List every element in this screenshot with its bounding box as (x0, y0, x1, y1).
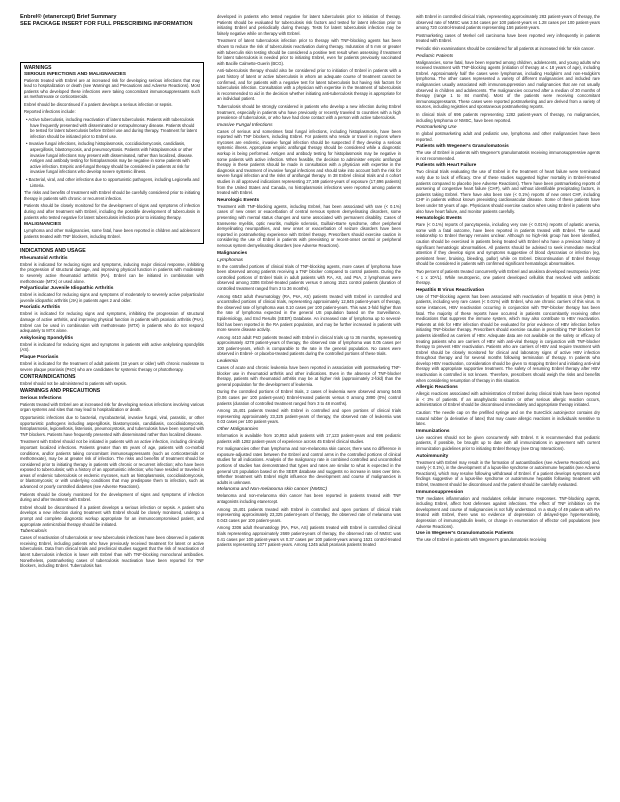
package-insert-note: SEE PACKAGE INSERT FOR FULL PRESCRIBING INFORMATION (20, 21, 193, 27)
subsection-heading: Autoimmunity (416, 453, 449, 459)
subsection-heading: Psoriatic Arthritis (20, 305, 61, 311)
paragraph: Caution: The needle cap on the prefilled syringe and on the SureClick autoinjector contains dry natural rubber (a derivative of latex) that may cause allergic reactions in individuals sensitive to latex. (416, 410, 600, 427)
subsection-heading: Ankylosing Spondylitis (20, 335, 74, 341)
paragraph: In the controlled portions of clinical trials of TNF-blocking agents, more cases of lymphoma have been observed among patients receiving a TNF blocker compared to control patients. During the controlled portions of Enbrel trials in adult patients with RA, AS, and PsA, 2 lymphomas were observed among 3306 Enbrel-treated patients versus 0 among 1521 control patients (duration of controlled treatment ranged from 3 to 36 months). (217, 263, 401, 291)
subsection-heading: Postmarketing Use (416, 125, 457, 131)
subsection-heading: Use in Wegener's Granulomatosis Patients (416, 531, 514, 537)
subsection-heading: Patients with Wegener's Granulomatosis (416, 144, 509, 150)
subsection-heading: Malignancies (217, 250, 248, 256)
paragraph: Enbrel should be discontinued if a patient develops a serious infection or sepsis. (24, 101, 173, 107)
paragraph: The use of Enbrel in patients with Wegener's granulomatosis receiving (416, 537, 547, 543)
paragraph: Rare (< 0.1%) reports of pancytopenia, including very rare (< 0.01%) reports of aplastic anemia, some with a fatal outcome, have been reported in patients treated with Enbrel. The causal relationship to Enbrel therapy remains unclear. Although no high-risk group has been identified, caution should be exercised in patients being treated with Enbrel who have a previous history of significant hematologic abnormalities. All patients should be advised to seek immediate medical attention if they develop signs and symptoms suggestive of blood dyscrasias or infection (eg, persistent fever, bruising, bleeding, pallor) while on Enbrel. Discontinuation of Enbrel therapy should be considered in patients with confirmed significant hematologic abnormalities. (416, 222, 600, 267)
paragraph: Lymphoma and other malignancies, some fatal, have been reported in children and adolescent patients treated with TNF blockers, including Enbrel. (24, 228, 200, 239)
subsection-heading: Immunosuppression (416, 489, 464, 495)
paragraph: Among 15,401 patients treated with Enbrel in controlled and open portions of clinical trials representing approximately 23,325 patient-years of therapy, the observed rate of melanoma was 0.043 cases per 100 patient-years. (217, 506, 401, 523)
paragraph: TNF mediates inflammation and modulates cellular immune responses. TNF-blocking agents, including Enbrel, affect host defenses against infections. The effect of TNF inhibition on the development and course of malignancies is not fully understood. In a study of 49 patients with RA treated with Enbrel, there was no evidence of depression of delayed-type hypersensitivity, depression of immunoglobulin levels, or change in enumeration of effector cell populations (see Adverse Reactions). (416, 495, 600, 529)
paragraph: Cases of acute and chronic leukemia have been reported in association with postmarketing TNF-blocker use in rheumatoid arthritis and other indications. Even in the absence of TNF-blocker therapy, patients with rheumatoid arthritis may be at higher risk (approximately 2-fold) than the general population for the development of leukemia. (217, 365, 401, 387)
paragraph: Treatment of latent tuberculosis infection prior to therapy with TNF-blocking agents has been shown to reduce the risk of tuberculosis reactivation during therapy. Induration of 5 mm or greater with tuberculin skin testing should be considered a positive test result when assessing if treatment for latent tuberculosis is needed prior to initiating Enbrel, even for patients previously vaccinated with Bacille Calmette-Guerin (BCG). (217, 38, 401, 66)
paragraph: Two percent of patients treated concurrently with Enbrel and anakinra developed neutropenia (ANC < 1 x 10⁹/L). While neutropenic, one patient developed cellulitis that resolved with antibiotic therapy. (416, 268, 600, 286)
boxed-warning-subtitle: SERIOUS INFECTIONS AND MALIGNANCIES (24, 71, 126, 77)
paragraph: Live vaccines should not be given concurrently with Enbrel. It is recommended that pediatric patients, if possible, be brought up to date with all immunizations in agreement with current immunization guidelines prior to initiating Enbrel therapy (see Drug Interactions). (416, 434, 600, 451)
paragraph: For malignancies other than lymphoma and non-melanoma skin cancer, there was no difference in exposure-adjusted rates between the Enbrel and control arms in the controlled portions of clinical studies for all indications. Analysis of the malignancy rate in combined controlled and uncontrolled portions of studies has demonstrated that types and rates are similar to what is expected in the general US population based on the SEER database and suggests no increase in rates over time. Whether treatment with Enbrel might influence the development and course of malignancies in adults is unknown. (217, 446, 401, 485)
paragraph: developed in patients who tested negative for latent tuberculosis prior to initiation of therapy. Patients should be evaluated for tuberculosis risk factors and tested for latent infection prior to initiating Enbrel and periodically during therapy. Tests for latent tuberculosis infection may be falsely negative while on therapy with Enbrel. (217, 14, 401, 36)
column-2 (217, 14, 401, 784)
subsection-heading: Hematologic Events (416, 216, 462, 222)
subsection-heading: Allergic Reactions (416, 385, 458, 391)
paragraph: Among 4410 adult PsO patients treated with Enbrel in clinical trials up to 36 months, representing approximately 4278 patient-years of therapy, the observed rate of lymphoma was 0.05 cases per 100 patient-years, which is comparable to the rate in the general population. No cases were observed in Enbrel- or placebo-treated patients during the controlled portions of these trials. (217, 334, 401, 357)
paragraph: Allergic reactions associated with administration of Enbrel during clinical trials have been reported in < 2% of patients. If an anaphylactic reaction or other serious allergic reaction occurs, administration of Enbrel should be discontinued immediately and appropriate therapy initiated. (416, 391, 600, 408)
subsection-heading: Melanoma and Non-melanoma skin cancer (NMSC) (217, 487, 328, 493)
bullet-item: • Invasive fungal infections, including histoplasmosis, coccidioidomycosis, candidiasis, aspergillosis, blastomycosis, and pneumocystosis. Patients with histoplasmosis or other invasive fungal infections may present with disseminated, rather than localized, disease. Antigen and antibody testing for histoplasmosis may be negative in some patients with active infection. Empiric anti-fungal therapy should be considered in patients at risk for invasive fungal infections who develop severe systemic illness. (26, 141, 194, 175)
document-page (20, 14, 600, 784)
paragraph: Enbrel is indicated for reducing signs and symptoms of moderately to severely active polyarticular juvenile idiopathic arthritis (JIA) in patients ages 2 and older. (20, 292, 204, 303)
subsection-heading: Patients with Heart Failure (416, 163, 477, 169)
paragraph: Enbrel should be discontinued if a patient develops a serious infection or sepsis. A patient who develops a new infection during treatment with Enbrel should be closely monitored, undergo a prompt and complete diagnostic workup appropriate for an immunocompromised patient, and appropriate antimicrobial therapy should be initiated. (20, 504, 204, 527)
subsection-heading: Invasive Fungal Infections (217, 122, 273, 128)
paragraph: During the controlled portions of Enbrel trials, 2 cases of leukemia were observed among 5445 (0.06 cases per 100 patient-years) Enbrel-treated patients versus 0 among 2890 (0%) control patients (duration of controlled treatment ranged from 3 to 48 months). (217, 389, 401, 406)
paragraph: Patients should be closely monitored for the development of signs and symptoms of infection during and after treatment with Enbrel. (20, 491, 204, 503)
paragraph: Enbrel is indicated for reducing signs and symptoms, inducing major clinical response, inhibiting the progression of structural damage, and improving physical function in patients with moderately to severely active rheumatoid arthritis (RA). Enbrel can be initiated in combination with methotrexate (MTX) or used alone. (20, 261, 204, 284)
subsection-heading: Hepatitis B Virus Reactivation (416, 287, 485, 293)
paragraph: The use of Enbrel in patients with Wegener's granulomatosis receiving immunosuppressive agents is not recommended. (416, 150, 600, 161)
paragraph: Enbrel is indicated for the treatment of adult patients (18 years or older) with chronic moderate to severe plaque psoriasis (PsO) who are candidates for systemic therapy or phototherapy. (20, 360, 204, 372)
section-heading: WARNINGS AND PRECAUTIONS (20, 388, 101, 395)
section-heading: CONTRAINDICATIONS (20, 374, 76, 381)
boxed-warning-title: WARNINGS (24, 65, 52, 71)
paragraph: Cases of reactivation of tuberculosis or new tuberculosis infections have been observed in patients receiving Enbrel, including patients who have previously received treatment for latent or active tuberculosis. Data from clinical trials and preclinical studies suggest that the risk of reactivation of latent tuberculosis infection is lower with Enbrel than with TNF-blocking monoclonal antibodies. Nonetheless, postmarketing cases of tuberculosis reactivation have been reported for TNF blockers, including Enbrel. Tuberculosis has (20, 535, 204, 569)
subsection-heading: Leukemia (217, 359, 238, 365)
subsection-heading: Plaque Psoriasis (20, 354, 59, 360)
bullet-item: • Bacterial, viral, and other infections due to opportunistic pathogens, including Legionella and Listeria. (26, 177, 200, 188)
boxed-warning (20, 62, 204, 244)
brief-summary-title: Enbrel® (etanercept) Brief Summary (20, 14, 117, 20)
paragraph: Periodic skin examinations should be considered for all patients at increased risk for skin cancer. (416, 45, 595, 51)
paragraph: Anti-tuberculosis therapy should also be considered prior to initiation of Enbrel in patients with a past history of latent or active tuberculosis in whom an adequate course of treatment cannot be confirmed, and for patients with a negative test for latent tuberculosis but having risk factors for tuberculosis infection. Consultation with a physician with expertise in the treatment of tuberculosis is recommended to aid in the decision whether initiating anti-tuberculosis therapy is appropriate for an individual patient. (217, 68, 401, 102)
paragraph: Patients treated with Enbrel are at increased risk for developing serious infections involving various organ systems and sites that may lead to hospitalization or death. (20, 401, 204, 413)
paragraph: Use of TNF-blocking agents has been associated with reactivation of hepatitis B virus (HBV) in patients, including very rare cases (< 0.01%) with Enbrel, who are chronic carriers of this virus. In some instances, HBV reactivation occurring in conjunction with TNF-blocker therapy has been fatal. The majority of these reports have occurred in patients concomitantly receiving other medications that suppress the immune system, which may also contribute to HBV reactivation. Patients at risk for HBV infection should be evaluated for prior evidence of HBV infection before initiating TNF-blocker therapy. Prescribers should exercise caution in prescribing TNF blockers for patients identified as carriers of HBV. Adequate data are not available on the safety or efficacy of treating patients who are carriers of HBV with anti-viral therapy in conjunction with TNF-blocker therapy to prevent HBV reactivation. Patients who are carriers of HBV and require treatment with Enbrel should be closely monitored for clinical and laboratory signs of active HBV infection throughout therapy and for several months following termination of therapy. In patients who develop HBV reactivation, consideration should be given to stopping Enbrel and initiating anti-viral therapy with appropriate supportive treatment. The safety of resuming Enbrel therapy after HBV reactivation is controlled is not known. Therefore, prescribers should weigh the risks and benefits when considering resumption of therapy in this situation. (416, 293, 600, 383)
paragraph: Malignancies, some fatal, have been reported among children, adolescents, and young adults who received treatment with TNF-blocking agents (initiation of therapy at ≤ 18 years of age), including Enbrel. Approximately half the cases were lymphomas, including Hodgkin's and non-Hodgkin's lymphoma. The other cases represented a variety of different malignancies and included rare malignancies usually associated with immunosuppression and malignancies that are not usually observed in children and adolescents. The malignancies occurred after a median of 30 months of therapy (range 1 to 84 months). Most of the patients were receiving concomitant immunosuppressants. These cases were reported postmarketing and are derived from a variety of sources, including registries and spontaneous postmarketing reports. (416, 59, 600, 110)
paragraph: Among 6543 adult rheumatology (RA, PsA, AS) patients treated with Enbrel in controlled and uncontrolled portions of clinical trials, representing approximately 12,845 patient-years of therapy, the observed rate of lymphoma was 0.10 cases per 100 patient-years. This was 3-fold higher than the rate of lymphoma expected in the general US population based on the Surveillance, Epidemiology, and End Results (SEER) Database. An increased rate of lymphoma up to several-fold has been reported in the RA patient population, and may be further increased in patients with more severe disease activity. (217, 293, 401, 333)
paragraph: Treatment with Enbrel should not be initiated in patients with an active infection, including clinically important localized infections. Patients greater than 65 years of age, patients with co-morbid conditions, and/or patients taking concomitant immunosuppressants (such as corticosteroids or methotrexate), may be at greater risk of infection. The risks and benefits of treatment should be considered prior to initiating therapy in patients with chronic or recurrent infection; who have been exposed to tuberculosis; with a history of an opportunistic infection; who have resided or traveled in areas of endemic tuberculosis or endemic mycoses, such as histoplasmosis, coccidioidomycosis, or blastomycosis; or with underlying conditions that may predispose them to infection, such as advanced or poorly controlled diabetes (see Adverse Reactions). (20, 439, 204, 490)
column-1 (20, 62, 204, 784)
paragraph: Reported infections include: (24, 109, 76, 115)
subsection-heading: Rheumatoid Arthritis (20, 255, 68, 261)
paragraph: Two clinical trials evaluating the use of Enbrel in the treatment of heart failure were terminated early due to lack of efficacy. One of these studies suggested higher mortality in Enbrel-treated patients compared to placebo (see Adverse Reactions). There have been postmarketing reports of worsening of congestive heart failure (CHF), with and without identifiable precipitating factors, in patients taking Enbrel. There have also been rare (< 0.1%) reports of new onset CHF, including CHF in patients without known preexisting cardiovascular disease. Some of these patients have been under 50 years of age. Physicians should exercise caution when using Enbrel in patients who also have heart failure, and monitor patients carefully. (416, 169, 600, 214)
paragraph: Cases of serious and sometimes fatal fungal infections, including histoplasmosis, have been reported with TNF blockers, including Enbrel. For patients who reside or travel in regions where mycoses are endemic, invasive fungal infection should be suspected if they develop a serious systemic illness. Appropriate empiric antifungal therapy should be considered while a diagnostic workup is being performed. Antigen and antibody testing for histoplasmosis may be negative in some patients with active infection. When feasible, the decision to administer empiric antifungal therapy in these patients should be made in consultation with a physician with expertise in the diagnosis and treatment of invasive fungal infections and should take into account both the risk for severe fungal infection and the risks of antifungal therapy. In 38 Enbrel clinical trials and 4 cohort studies in all approved indications representing 27,169 patient-years of exposure (17,696 patients) from the United States and Canada, no histoplasmosis infections were reported among patients treated with Enbrel. (217, 128, 401, 196)
subsection-heading: Polyarticular Juvenile Idiopathic Arthritis (20, 286, 114, 292)
paragraph: Enbrel should not be administered to patients with sepsis. (20, 380, 127, 386)
boxed-warning-subtitle: MALIGNANCIES (24, 222, 62, 228)
paragraph: Postmarketing cases of Merkel cell carcinoma have been reported very infrequently in patients treated with Enbrel. (416, 32, 600, 44)
subsection-heading: Tuberculosis (20, 529, 47, 535)
paragraph: Enbrel is indicated for reducing signs and symptoms in patients with active ankylosing spondylitis (AS). (20, 341, 204, 353)
paragraph: Information is available from 10,953 adult patients with 17,123 patient-years and 696 pediatric patients with 1282 patient-years of experience across 45 Enbrel clinical studies. (217, 433, 401, 444)
subsection-heading: Neurologic Events (217, 197, 260, 203)
paragraph: The risks and benefits of treatment with Enbrel should be carefully considered prior to initiating therapy in patients with chronic or recurrent infection. (24, 190, 200, 201)
paragraph: Opportunistic infections due to bacterial, mycobacterial, invasive fungal, viral, parasitic, or other opportunistic pathogens including aspergillosis, blastomycosis, candidiasis, coccidioidomycosis, histoplasmosis, legionellosis, listeriosis, pneumocystosis, and tuberculosis have been reported with TNF blockers. Patients have frequently presented with disseminated rather than localized disease. (20, 414, 204, 437)
paragraph: Enbrel is indicated for reducing signs and symptoms, inhibiting the progression of structural damage of active arthritis, and improving physical function in patients with psoriatic arthritis (PsA). Enbrel can be used in combination with methotrexate (MTX) in patients who do not respond adequately to MTX alone. (20, 311, 204, 334)
paragraph: Patients should be closely monitored for the development of signs and symptoms of infection during and after treatment with Enbrel, including the possible development of tuberculosis in patients who tested negative for latent tuberculosis infection prior to initiating therapy. (24, 203, 200, 220)
column-3 (416, 14, 600, 784)
subsection-heading: Immunizations (416, 428, 450, 434)
paragraph: In global postmarketing adult and pediatric use, lymphoma and other malignancies have been reported. (416, 131, 600, 142)
paragraph: Among 3306 adult rheumatology (RA, PsA, AS) patients treated with Enbrel in controlled clinical trials representing approximately 2669 patient-years of therapy, the observed rate of NMSC was 0.41 cases per 100 patient-years vs 0.37 cases per 100 patient-years among 1521 control-treated patients representing 1077 patient-years. Among 1245 adult psoriasis patients treated (217, 525, 401, 548)
subsection-heading: Serious Infections (20, 395, 62, 401)
paragraph: Treatment with TNF-blocking agents, including Enbrel, has been associated with rare (< 0.1%) cases of new onset or exacerbation of central nervous system demyelinating disorders, some presenting with mental status changes and some associated with permanent disability. Cases of transverse myelitis, optic neuritis, multiple sclerosis, Guillain-Barre syndrome, other peripheral demyelinating neuropathies, and new onset or exacerbation of seizure disorders have been reported in postmarketing experience with Enbrel therapy. Prescribers should exercise caution in considering the use of Enbrel in patients with preexisting or recent-onset central or peripheral nervous system demyelinating disorders (see Adverse Reactions). (217, 203, 401, 248)
paragraph: Treatment with Enbrel may result in the formation of autoantibodies (see Adverse Reactions) and, rarely (< 0.1%), in the development of a lupus-like syndrome or autoimmune hepatitis (see Adverse Reactions), which may resolve following withdrawal of Enbrel. If a patient develops symptoms and findings suggestive of a lupus-like syndrome or autoimmune hepatitis following treatment with Enbrel, treatment should be discontinued and the patient should be carefully evaluated. (416, 459, 600, 487)
document-header (20, 14, 205, 28)
paragraph: Patients treated with Enbrel are at increased risk for developing serious infections that may lead to hospitalization or death (see Warnings and Precautions and Adverse Reactions). Most patients who developed these infections were taking concomitant immunosuppressants such as methotrexate or corticosteroids. (24, 77, 200, 100)
paragraph: Tuberculosis should be strongly considered in patients who develop a new infection during Enbrel treatment, especially in patients who have previously or recently traveled to countries with a high prevalence of tuberculosis, or who have had close contact with a person with active tuberculosis. (217, 103, 401, 121)
subsection-heading: Lymphomas (217, 257, 244, 263)
subsection-heading: Pediatric Patients (416, 53, 454, 59)
bullet-item: • Active tuberculosis, including reactivation of latent tuberculosis. Patients with tuberculosis have frequently presented with disseminated or extrapulmonary disease. Patients should be tested for latent tuberculosis before Enbrel use and during therapy. Treatment for latent infection should be initiated prior to Enbrel use. (26, 117, 197, 139)
paragraph: In clinical trials of 696 patients representing 1282 patient-years of therapy, no malignancies, including lymphoma or NMSC, have been reported. (416, 111, 600, 123)
paragraph: Among 15,401 patients treated with Enbrel in controlled and open portions of clinical trials representing approximately 23,325 patient-years of therapy, the observed rate of leukemia was 0.03 cases per 100 patient-years. (217, 408, 401, 425)
section-heading: INDICATIONS AND USAGE (20, 248, 86, 255)
paragraph: Melanoma and non-melanoma skin cancer has been reported in patients treated with TNF antagonists including etanercept. (217, 493, 401, 504)
subsection-heading: Other Malignancies (217, 427, 259, 432)
paragraph: with Enbrel in controlled clinical trials, representing approximately 283 patient-years of therapy, the observed rate of NMSC was 3.54 cases per 100 patient-years vs 1.28 cases per 100 patient-years among 720 control-treated patients representing 156 patient-years. (416, 14, 600, 31)
